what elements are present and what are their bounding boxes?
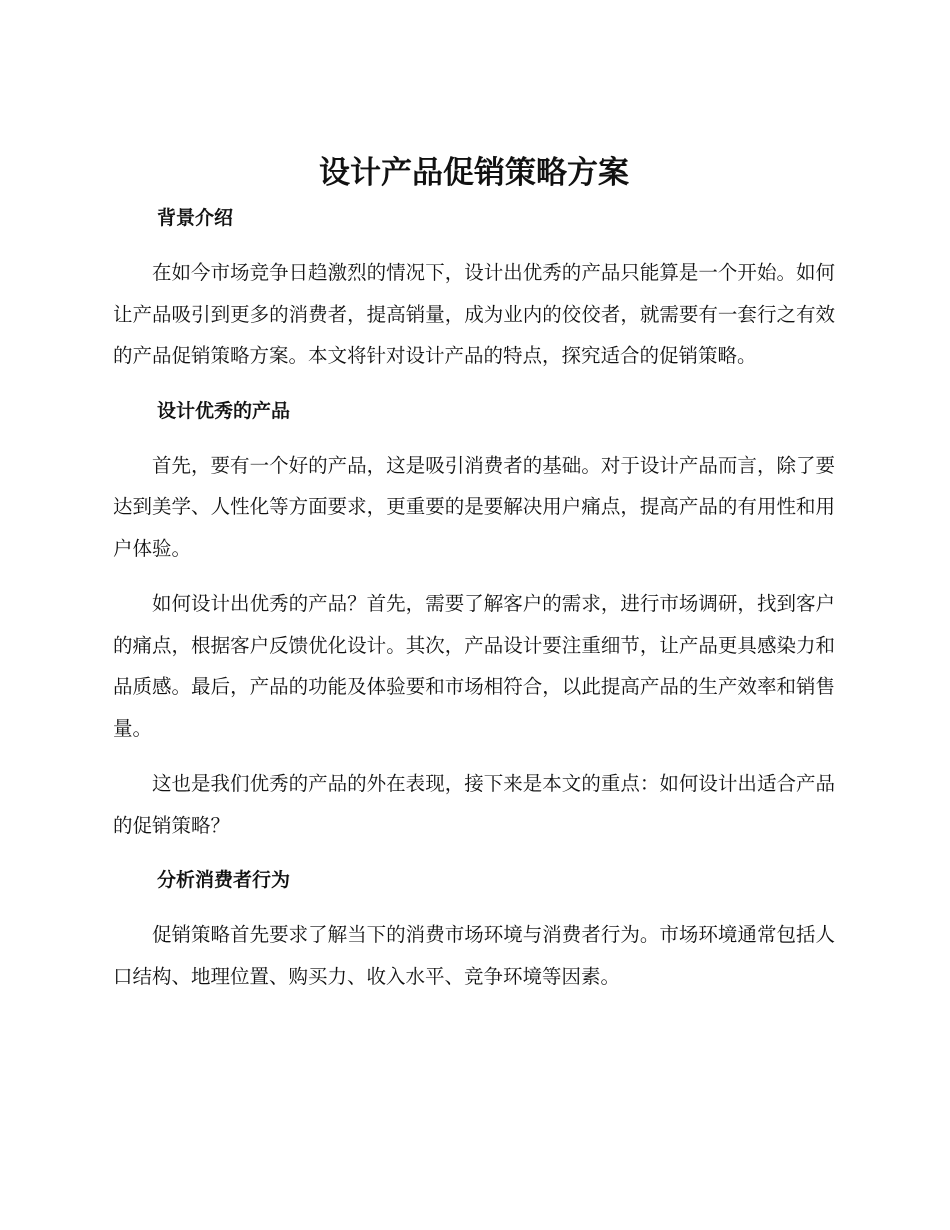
paragraph: 如何设计出优秀的产品？首先，需要了解客户的需求，进行市场调研，找到客户的痛点，根据客户反馈优化设计。其次，产品设计要注重细节，让产品更具感染力和品质感。最后，产品的功能及体验要和市场相符合，以此提高产品的生产效率和销售量。 xyxy=(113,592,835,740)
document-body xyxy=(113,148,835,997)
document-title: 设计产品促销策略方案 xyxy=(319,155,629,191)
section-heading-background: 背景介绍 xyxy=(157,207,234,229)
paragraph: 促销策略首先要求了解当下的消费市场环境与消费者行为。市场环境通常包括人口结构、地理位置、购买力、收入水平、竞争环境等因素。 xyxy=(113,923,835,988)
section-heading-consumer-behavior: 分析消费者行为 xyxy=(157,869,291,891)
paragraph: 首先，要有一个好的产品，这是吸引消费者的基础。对于设计产品而言，除了要达到美学、人性化等方面要求，更重要的是要解决用户痛点，提高产品的有用性和用户体验。 xyxy=(113,453,835,560)
paragraph: 在如今市场竞争日趋激烈的情况下，设计出优秀的产品只能算是一个开始。如何让产品吸引到更多的消费者，提高销量，成为业内的佼佼者，就需要有一套行之有效的产品促销策略方案。本文将针对设计产品的特点，探究适合的促销策略。 xyxy=(113,261,835,367)
section-heading-design-product: 设计优秀的产品 xyxy=(157,399,291,422)
paragraph: 这也是我们优秀的产品的外在表现，接下来是本文的重点：如何设计出适合产品的促销策略？ xyxy=(113,772,835,837)
